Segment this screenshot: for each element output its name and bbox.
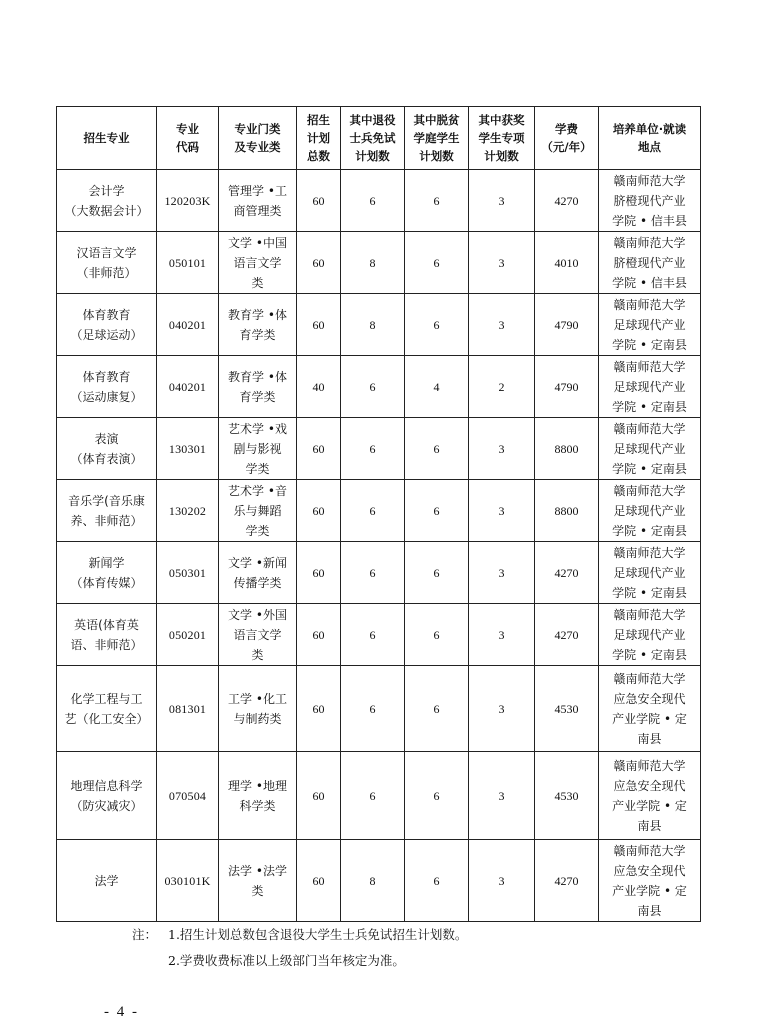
- cell-code: 030101K: [157, 840, 219, 922]
- cell-total: 60: [297, 840, 341, 922]
- header-fee: 学费 （元/年）: [535, 107, 599, 170]
- cell-total: 60: [297, 170, 341, 232]
- cell-category: 艺术学 •音 乐与舞蹈 学类: [219, 480, 297, 542]
- cell-category: 艺术学 •戏 剧与影视 学类: [219, 418, 297, 480]
- table-row: [57, 840, 701, 922]
- page-number: - 4 -: [104, 1004, 139, 1020]
- cell-fee: 8800: [535, 480, 599, 542]
- cell-major: 地理信息科学 （防灾减灾）: [57, 752, 157, 840]
- cell-poverty: 6: [405, 604, 469, 666]
- cell-category: 理学 •地理 科学类: [219, 752, 297, 840]
- cell-veterans: 6: [341, 480, 405, 542]
- cell-awards: 3: [469, 840, 535, 922]
- cell-code: 050101: [157, 232, 219, 294]
- header-major: 招生专业: [57, 107, 157, 170]
- cell-code: 081301: [157, 666, 219, 752]
- cell-veterans: 8: [341, 294, 405, 356]
- notes-section: [132, 922, 467, 974]
- cell-category: 文学 •新闻 传播学类: [219, 542, 297, 604]
- table-row: [57, 542, 701, 604]
- cell-major: 会计学 （大数据会计）: [57, 170, 157, 232]
- header-code: 专业 代码: [157, 107, 219, 170]
- enrollment-plan-table: [56, 106, 701, 922]
- cell-category: 法学 •法学 类: [219, 840, 297, 922]
- cell-veterans: 6: [341, 666, 405, 752]
- table-row: [57, 666, 701, 752]
- cell-location: 赣南师范大学 脐橙现代产业 学院 • 信丰县: [599, 170, 701, 232]
- cell-fee: 4270: [535, 840, 599, 922]
- cell-fee: 4270: [535, 542, 599, 604]
- cell-category: 文学 •外国 语言文学 类: [219, 604, 297, 666]
- cell-poverty: 6: [405, 840, 469, 922]
- cell-major: 英语(体育英 语、非师范）: [57, 604, 157, 666]
- cell-location: 赣南师范大学 足球现代产业 学院 • 定南县: [599, 542, 701, 604]
- cell-total: 60: [297, 604, 341, 666]
- cell-category: 教育学 •体 育学类: [219, 294, 297, 356]
- cell-total: 60: [297, 542, 341, 604]
- cell-major: 音乐学(音乐康 养、非师范）: [57, 480, 157, 542]
- cell-major: 化学工程与工 艺（化工安全）: [57, 666, 157, 752]
- header-veterans: 其中退役 士兵免试 计划数: [341, 107, 405, 170]
- cell-veterans: 6: [341, 604, 405, 666]
- cell-total: 40: [297, 356, 341, 418]
- table-row: [57, 170, 701, 232]
- cell-poverty: 6: [405, 480, 469, 542]
- cell-veterans: 6: [341, 542, 405, 604]
- cell-fee: 4270: [535, 604, 599, 666]
- cell-location: 赣南师范大学 足球现代产业 学院 • 定南县: [599, 480, 701, 542]
- cell-awards: 3: [469, 232, 535, 294]
- header-awards: 其中获奖 学生专项 计划数: [469, 107, 535, 170]
- cell-awards: 3: [469, 170, 535, 232]
- cell-code: 120203K: [157, 170, 219, 232]
- table-row: [57, 480, 701, 542]
- notes-label: 注：: [132, 927, 158, 942]
- cell-awards: 2: [469, 356, 535, 418]
- header-location: 培养单位·就读 地点: [599, 107, 701, 170]
- cell-awards: 3: [469, 604, 535, 666]
- note-item-1: 1.招生计划总数包含退役大学生士兵免试招生计划数。: [168, 927, 468, 942]
- cell-category: 教育学 •体 育学类: [219, 356, 297, 418]
- cell-total: 60: [297, 752, 341, 840]
- cell-poverty: 6: [405, 418, 469, 480]
- table-header-row: [57, 107, 701, 170]
- cell-total: 60: [297, 232, 341, 294]
- cell-category: 管理学 •工 商管理类: [219, 170, 297, 232]
- cell-code: 040201: [157, 356, 219, 418]
- cell-fee: 4530: [535, 752, 599, 840]
- cell-category: 文学 •中国 语言文学 类: [219, 232, 297, 294]
- table-row: [57, 294, 701, 356]
- cell-fee: 8800: [535, 418, 599, 480]
- cell-total: 60: [297, 666, 341, 752]
- cell-location: 赣南师范大学 足球现代产业 学院 • 定南县: [599, 356, 701, 418]
- cell-poverty: 6: [405, 294, 469, 356]
- cell-major: 表演 （体育表演）: [57, 418, 157, 480]
- note-item-2: 2.学费收费标准以上级部门当年核定为准。: [168, 953, 405, 968]
- cell-code: 050201: [157, 604, 219, 666]
- cell-poverty: 4: [405, 356, 469, 418]
- table-row: [57, 356, 701, 418]
- cell-fee: 4010: [535, 232, 599, 294]
- cell-poverty: 6: [405, 666, 469, 752]
- cell-major: 体育教育 （足球运动）: [57, 294, 157, 356]
- cell-code: 070504: [157, 752, 219, 840]
- cell-awards: 3: [469, 480, 535, 542]
- cell-veterans: 8: [341, 232, 405, 294]
- cell-fee: 4530: [535, 666, 599, 752]
- cell-location: 赣南师范大学 脐橙现代产业 学院 • 信丰县: [599, 232, 701, 294]
- cell-location: 赣南师范大学 应急安全现代 产业学院 • 定 南县: [599, 752, 701, 840]
- cell-poverty: 6: [405, 752, 469, 840]
- table-row: [57, 752, 701, 840]
- cell-major: 汉语言文学 （非师范）: [57, 232, 157, 294]
- cell-poverty: 6: [405, 542, 469, 604]
- header-poverty: 其中脱贫 学庭学生 计划数: [405, 107, 469, 170]
- cell-poverty: 6: [405, 232, 469, 294]
- cell-location: 赣南师范大学 足球现代产业 学院 • 定南县: [599, 294, 701, 356]
- cell-awards: 3: [469, 542, 535, 604]
- cell-total: 60: [297, 480, 341, 542]
- cell-code: 050301: [157, 542, 219, 604]
- cell-total: 60: [297, 294, 341, 356]
- cell-veterans: 6: [341, 418, 405, 480]
- cell-awards: 3: [469, 666, 535, 752]
- cell-code: 040201: [157, 294, 219, 356]
- header-category: 专业门类 及专业类: [219, 107, 297, 170]
- cell-location: 赣南师范大学 足球现代产业 学院 • 定南县: [599, 418, 701, 480]
- cell-veterans: 6: [341, 752, 405, 840]
- cell-location: 赣南师范大学 应急安全现代 产业学院 • 定 南县: [599, 840, 701, 922]
- header-total: 招生 计划 总数: [297, 107, 341, 170]
- cell-major: 法学: [57, 840, 157, 922]
- table-body: [57, 170, 701, 922]
- cell-awards: 3: [469, 418, 535, 480]
- cell-poverty: 6: [405, 170, 469, 232]
- cell-awards: 3: [469, 294, 535, 356]
- cell-category: 工学 •化工 与制药类: [219, 666, 297, 752]
- cell-veterans: 6: [341, 356, 405, 418]
- cell-location: 赣南师范大学 足球现代产业 学院 • 定南县: [599, 604, 701, 666]
- cell-major: 新闻学 （体育传媒）: [57, 542, 157, 604]
- cell-awards: 3: [469, 752, 535, 840]
- table-row: [57, 232, 701, 294]
- table-row: [57, 418, 701, 480]
- cell-major: 体育教育 （运动康复）: [57, 356, 157, 418]
- cell-code: 130301: [157, 418, 219, 480]
- cell-total: 60: [297, 418, 341, 480]
- cell-code: 130202: [157, 480, 219, 542]
- cell-fee: 4790: [535, 294, 599, 356]
- cell-veterans: 6: [341, 170, 405, 232]
- table-row: [57, 604, 701, 666]
- cell-veterans: 8: [341, 840, 405, 922]
- cell-location: 赣南师范大学 应急安全现代 产业学院 • 定 南县: [599, 666, 701, 752]
- cell-fee: 4270: [535, 170, 599, 232]
- cell-fee: 4790: [535, 356, 599, 418]
